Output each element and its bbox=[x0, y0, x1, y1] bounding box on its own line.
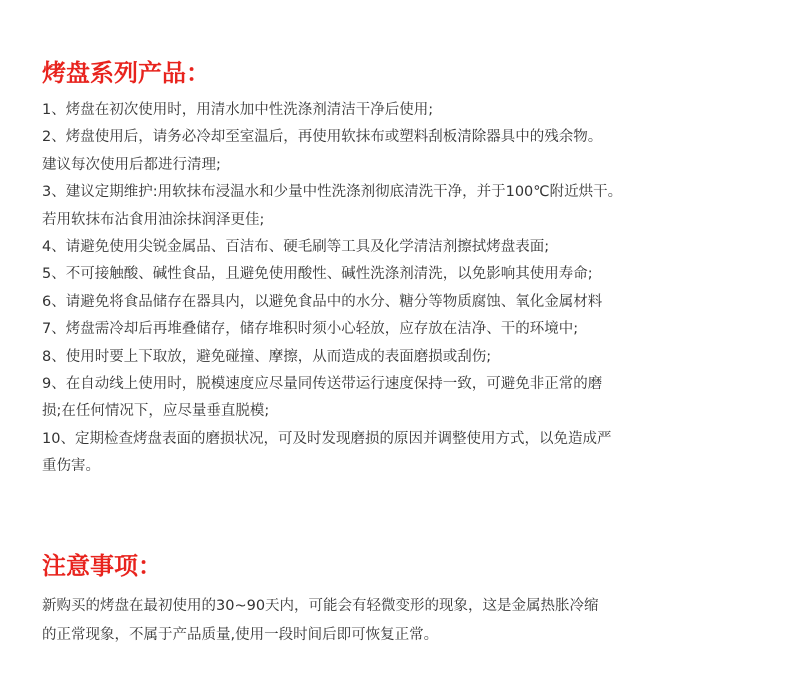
instruction-line-8: 8、使用时要上下取放，避免碰撞、摩擦，从而造成的表面磨损或刮伤; bbox=[42, 348, 492, 365]
precaution-line-2: 的正常现象，不属于产品质量,使用一段时间后即可恢复正常。 bbox=[42, 627, 439, 643]
instruction-line-2-cont: 建议每次使用后都进行清理; bbox=[42, 156, 221, 173]
instruction-line-1: 1、烤盘在初次使用时，用清水加中性洗涤剂清洁干净后使用; bbox=[42, 102, 434, 118]
instruction-line-9: 9、在自动线上使用时，脱模速度应尽量同传送带运行速度保持一致，可避免非正常的磨 bbox=[42, 376, 603, 393]
instruction-line-10: 10、定期检查烤盘表面的磨损状况，可及时发现磨损的原因并调整使用方式，以免造成严 bbox=[42, 430, 612, 447]
precaution-line-1: 新购买的烤盘在最初使用的30~90天内，可能会有轻微变形的现象，这是金属热胀冷缩 bbox=[42, 598, 599, 614]
instruction-line-2: 2、烤盘使用后，请务必冷却至室温后，再使用软抹布或塑料刮板清除器具中的残余物。 bbox=[42, 129, 603, 146]
instruction-line-3: 3、建议定期维护:用软抹布浸温水和少量中性洗涤剂彻底清洗干净，并于100℃附近烘干。 bbox=[42, 184, 623, 201]
section-title-precautions: 注意事项： bbox=[42, 552, 162, 580]
instruction-line-9-cont: 损;在任何情况下，应尽量垂直脱模; bbox=[42, 403, 270, 420]
instruction-line-7: 7、烤盘需冷却后再堆叠储存，储存堆积时须小心轻放，应存放在洁净、干的环境中; bbox=[42, 321, 579, 338]
care-instructions bbox=[42, 97, 767, 481]
instruction-line-10-cont: 重伤害。 bbox=[42, 458, 100, 475]
instruction-line-4: 4、请避免使用尖锐金属品、百洁布、硬毛刷等工具及化学清洁剂擦拭烤盘表面; bbox=[42, 239, 550, 256]
precautions-text bbox=[42, 592, 767, 650]
section-title-baking-tray-products: 烤盘系列产品： bbox=[42, 59, 210, 87]
instruction-line-6: 6、请避免将食品储存在器具内，以避免食品中的水分、糖分等物质腐蚀、氧化金属材料 bbox=[42, 293, 603, 310]
instruction-line-5: 5、不可接触酸、碱性食品，且避免使用酸性、碱性洗涤剂清洗，以免影响其使用寿命; bbox=[42, 266, 593, 283]
instruction-line-3-cont: 若用软抹布沾食用油涂抹润泽更佳; bbox=[42, 211, 265, 228]
